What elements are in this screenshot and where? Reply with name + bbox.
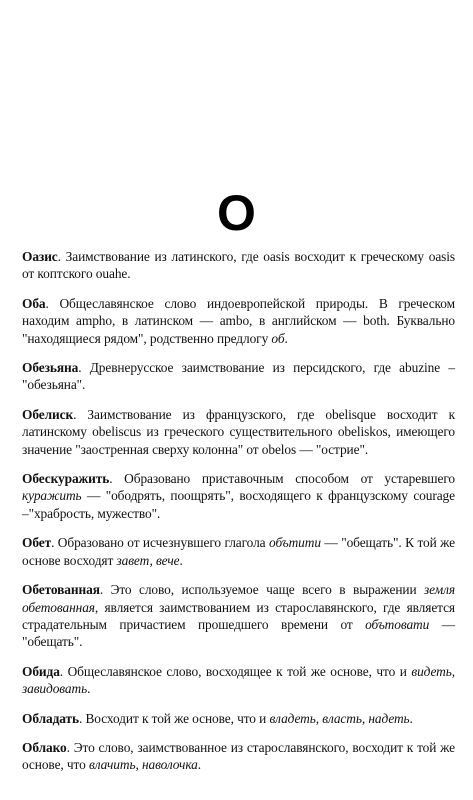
entry-headword: Обетованная (22, 582, 100, 598)
entry-text: — "обещать". (22, 616, 455, 650)
entry-headword: Обезьяна (22, 360, 79, 376)
entry-headword: Обескуражить (22, 471, 110, 487)
entry-example-word: видеть, завидовать (22, 663, 455, 697)
dictionary-entry (22, 581, 455, 651)
entry-text: . Образовано от исчезнувшего глагола (51, 535, 270, 551)
entry-text: . Это слово, заимствованное из старославянского, восходит к той же основе, что (22, 739, 455, 773)
entry-text: . Заимствование из французского, где obelisque восходит к латинскому obeliscus из греческого существительного obeliskos, имеющего значение "заостренная сверху колонна" от obelos — "острие". (22, 406, 455, 457)
entry-headword: Облако (22, 739, 67, 755)
entry-text: . Древнерусское заимствование из персидского, где abuzine – "обезьяна". (22, 360, 455, 393)
entry-text: . Заимствование из латинского, где oasis восходит к греческому oasis от коптского ouahe. (22, 249, 455, 282)
dictionary-entry (22, 739, 455, 774)
entry-text: . (197, 757, 202, 773)
dictionary-entry (22, 295, 455, 347)
entry-example-word: обътовати (365, 616, 430, 632)
entries-list (22, 248, 455, 786)
entry-headword: Обелиск (22, 406, 74, 422)
dictionary-entry (22, 534, 455, 569)
entry-text: . (409, 710, 413, 726)
entry-text: . Общеславянское слово, восходящее к той же основе, что и (59, 663, 412, 679)
entry-text: . (87, 681, 91, 697)
dictionary-entry (22, 663, 455, 698)
entry-example-word: владеть, власть, надеть (269, 710, 410, 726)
entry-text: . Общеславянское слово индоевропейской природы. В греческом находим amphо, в латинском — ambo, в английском — both. Буквально "находящиеся рядом", родственно предлогу (22, 295, 455, 346)
section-letter: О (217, 185, 256, 241)
dictionary-entry (22, 710, 455, 727)
entry-headword: Обет (22, 535, 52, 551)
entry-text: , является заимствованием из старославянского, где является страдательным причастием прошедшего времени от (22, 599, 455, 632)
entry-text: . Образовано приставочным способом от устаревшего (109, 471, 455, 487)
entry-text: — "ободрять, поощрять", восходящего к французскому courage –"храбрость, мужество". (22, 488, 455, 521)
entry-headword: Оба (22, 295, 46, 311)
entry-example-word: влачить, наволочка (88, 757, 198, 773)
entry-headword: Обида (22, 663, 60, 679)
entry-text: — "обещать". К той же основе восходят (22, 535, 455, 568)
entry-example-word: об (271, 330, 285, 346)
dictionary-entry (22, 470, 455, 522)
entry-example-word: обътити (269, 535, 321, 551)
dictionary-entry (22, 359, 455, 394)
dictionary-entry (22, 248, 455, 283)
entry-text: . Это слово, используемое чаще всего в выражении (99, 582, 425, 598)
entry-example-word: куражить (22, 488, 82, 504)
entry-example-word: земля обетованная (22, 582, 455, 615)
entry-headword: Оазис (22, 249, 58, 264)
entry-text: . (284, 330, 288, 346)
entry-text: . (179, 552, 183, 568)
entry-headword: Обладать (22, 710, 79, 726)
entry-text: . Восходит к той же основе, что и (78, 710, 270, 726)
entry-example-word: завет, вече (116, 552, 180, 568)
dictionary-entry (22, 406, 455, 458)
